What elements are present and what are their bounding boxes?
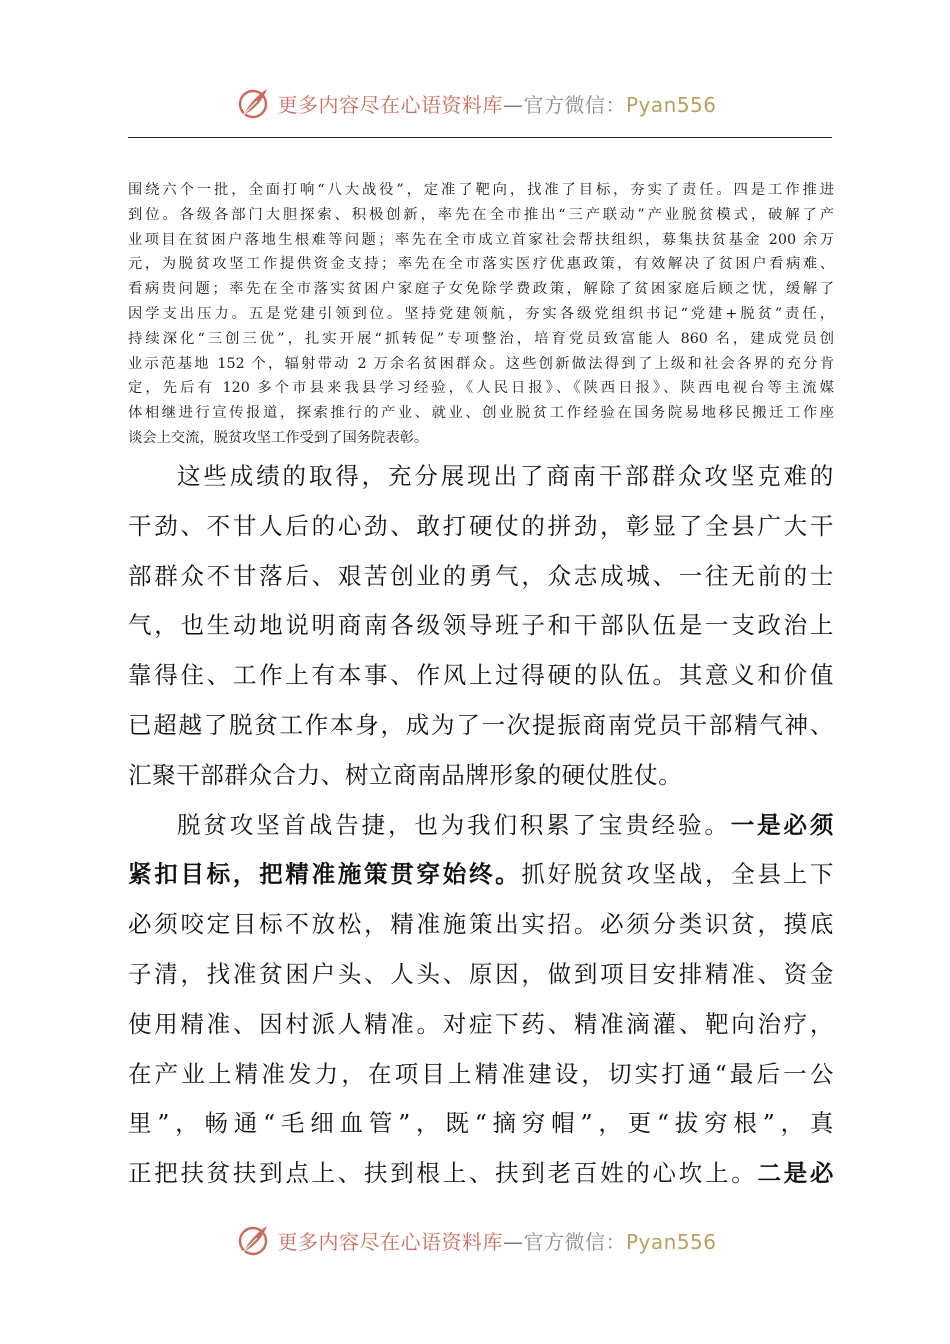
text-run: 正把扶贫扶到点上、扶到根上、扶到老百姓的心坎上。 — [128, 1159, 758, 1188]
text-line: 使用精准、因村派人精准。对症下药、精准滴灌、靶向治疗， — [128, 1009, 834, 1038]
watermark-separator: — — [502, 1229, 524, 1254]
watermark-wechat-id: Pyan556 — [625, 1229, 717, 1254]
feather-logo-icon — [233, 1220, 273, 1260]
text-line: 必须咬定目标不放松，精准施策出实招。必须分类识贫，摸底 — [128, 910, 834, 939]
text-line: 干劲、不甘人后的心劲、敢打硬仗的拼劲，彰显了全县广大干 — [128, 511, 834, 540]
text-run: 脱贫攻坚首战告捷，也为我们积累了宝贵经验。 — [177, 810, 731, 839]
text-line: 这些成绩的取得，充分展现出了商南干部群众攻坚克难的 — [177, 462, 834, 490]
header-watermark-banner — [0, 78, 950, 128]
text-line — [128, 801, 834, 851]
small-print-paragraph — [128, 178, 834, 451]
bold-heading-run: 二是必 — [757, 1159, 834, 1188]
feather-logo-icon — [233, 83, 273, 123]
text-line: 定，先后有 120 多个市县来我县学习经验，《人民日报》、《陕西日报》、陕西电视台等主流媒 — [128, 380, 834, 397]
text-line: 围绕六个一批，全面打响“八大战役”，定准了靶向，找准了目标，夯实了责任。四是工作推进 — [128, 182, 834, 198]
watermark-main: 更多内容尽在心语资料库 — [277, 1229, 503, 1254]
text-run: 抓好脱贫攻坚战，全县上下 — [521, 860, 834, 889]
text-line — [128, 1149, 834, 1199]
text-line: 谈会上交流，脱贫攻坚工作受到了国务院表彰。 — [128, 429, 429, 446]
text-line: 因学支出压力。五是党建引领到位。坚持党建领航，夯实各级党组织书记“党建+脱贫”责任， — [128, 305, 834, 322]
text-line — [128, 850, 834, 900]
text-line: 到位。各级各部门大胆探索、积极创新，率先在全市推出“三产联动”产业脱贫模式，破解了产 — [128, 206, 834, 223]
text-line: 子清，找准贫困户头、人头、原因，做到项目安排精准、资金 — [128, 959, 834, 988]
watermark-separator: — — [502, 92, 524, 117]
bold-heading-run: 紧扣目标，把精准施策贯穿始终。 — [128, 860, 522, 889]
watermark-text — [277, 1226, 716, 1255]
watermark-main: 更多内容尽在心语资料库 — [277, 92, 503, 117]
text-line: 在产业上精准发力，在项目上精准建设，切实打通“最后一公 — [128, 1059, 834, 1088]
text-line: 里”，畅通“毛细血管”，既“摘穷帽”，更“拔穷根”，真 — [128, 1109, 834, 1138]
text-line: 靠得住、工作上有本事、作风上过得硬的队伍。其意义和价值 — [128, 661, 834, 690]
text-line: 体相继进行宣传报道，探索推行的产业、就业、创业脱贫工作经验在国务院易地移民搬迁工作座 — [128, 405, 834, 422]
bold-heading-run: 一是必须 — [730, 810, 834, 839]
header-divider — [128, 137, 832, 138]
text-line: 已超越了脱贫工作本身，成为了一次提振商南党员干部精气神、 — [128, 710, 834, 739]
text-line: 业示范基地 152 个，辐射带动 2 万余名贫困群众。这些创新做法得到了上级和社会各界的充分肯 — [128, 355, 834, 372]
text-line: 元，为脱贫攻坚工作提供资金支持；率先在全市落实医疗优惠政策，有效解决了贫困户看病难、 — [128, 256, 834, 273]
footer-watermark-banner — [0, 1215, 950, 1265]
text-line: 业项目在贫困户落地生根难等问题；率先在全市成立首家社会帮扶组织，募集扶贫基金 200 余万 — [128, 231, 834, 248]
text-line: 气，也生动地说明商南各级领导班子和干部队伍是一支政治上 — [128, 611, 834, 640]
watermark-wechat-label: 官方微信： — [523, 92, 626, 117]
text-line: 部群众不甘落后、艰苦创业的勇气，众志成城、一往无前的士 — [128, 561, 834, 590]
text-line: 看病贵问题；率先在全市落实贫困户家庭子女免除学费政策，解除了贫困家庭后顾之忧，缓解了 — [128, 281, 834, 298]
body-text — [128, 452, 834, 1199]
watermark-wechat-id: Pyan556 — [625, 92, 717, 117]
text-line: 持续深化“三创三优”，扎实开展“抓转促”专项整治，培育党员致富能人 860 名，建成党员创 — [128, 330, 834, 347]
watermark-text — [277, 89, 716, 118]
watermark-wechat-label: 官方微信： — [523, 1229, 626, 1254]
text-line: 汇聚干部群众合力、树立商南品牌形象的硬仗胜仗。 — [128, 760, 683, 789]
